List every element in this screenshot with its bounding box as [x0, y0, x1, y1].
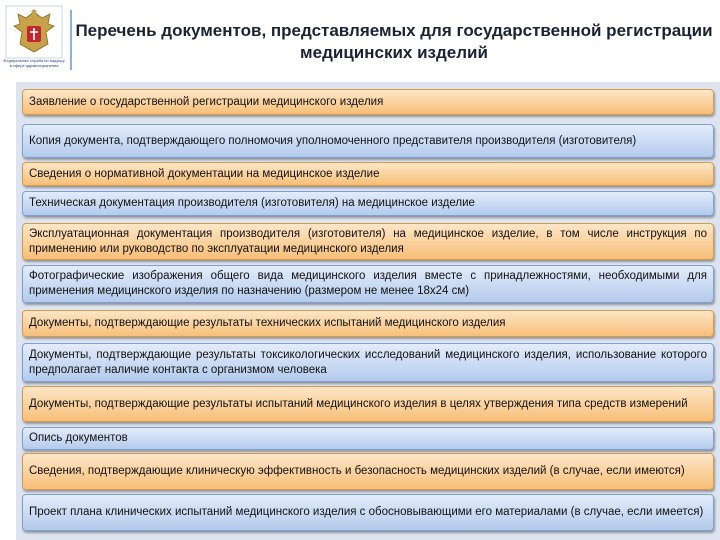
list-item — [22, 427, 714, 450]
list-item-text: Техническая документация производителя (изготовителя) на медицинское изделие — [29, 197, 475, 209]
list-item — [22, 162, 714, 186]
list-item-text: Документы, подтверждающие результаты токсикологических исследований медицинского изделия, использование которого предполагает наличие контакта с организмом человека — [29, 348, 707, 376]
list-item-text: Фотографические изображения общего вида медицинского изделия вместе с принадлежностями, необходимыми для применения медицинского изделия по назначению (размером не менее 18х24 см) — [29, 270, 707, 297]
list-item — [22, 265, 714, 303]
page-title: Перечень документов, представляемых для государственной регистрации медицинских изделий — [75, 21, 713, 62]
header-divider — [70, 10, 72, 70]
list-item-text: Сведения, подтверждающие клиническую эффективность и безопасность медицинских изделий (в случае, если имеются) — [29, 465, 685, 477]
list-item — [22, 223, 714, 260]
list-item — [22, 191, 714, 216]
list-item — [22, 124, 714, 158]
list-item — [22, 343, 714, 382]
list-item — [22, 89, 714, 115]
list-item — [22, 453, 714, 490]
list-item-text: Опись документов — [29, 432, 128, 444]
list-item-text: Проект плана клинических испытаний медицинского изделия с обосновывающими его материалами (в случае, если имеется) — [29, 506, 704, 518]
list-item-text: Заявление о государственной регистрации медицинского изделия — [29, 95, 384, 108]
list-item — [22, 494, 714, 531]
emblem-logo — [4, 4, 64, 66]
logo-caption: Федеральная служба по надзору в сфере здравоохранения — [3, 58, 65, 68]
list-item-text: Копия документа, подтверждающего полномочия уполномоченного представителя производителя (изготовителя) — [29, 134, 637, 147]
list-item-text: Сведения о нормативной документации на медицинское изделие — [29, 167, 380, 180]
list-item-text: Эксплуатационная документация производителя (изготовителя) на медицинское изделие, в том числе инструкция по применению или руководство по эксплуатации медицинского изделия — [29, 227, 707, 255]
list-item — [22, 386, 714, 422]
list-item-text: Документы, подтверждающие результаты испытаний медицинского изделия в целях утверждения типа средств измерений — [29, 397, 688, 410]
list-item-text: Документы, подтверждающие результаты технических испытаний медицинского изделия — [29, 317, 506, 329]
list-item — [22, 310, 714, 337]
